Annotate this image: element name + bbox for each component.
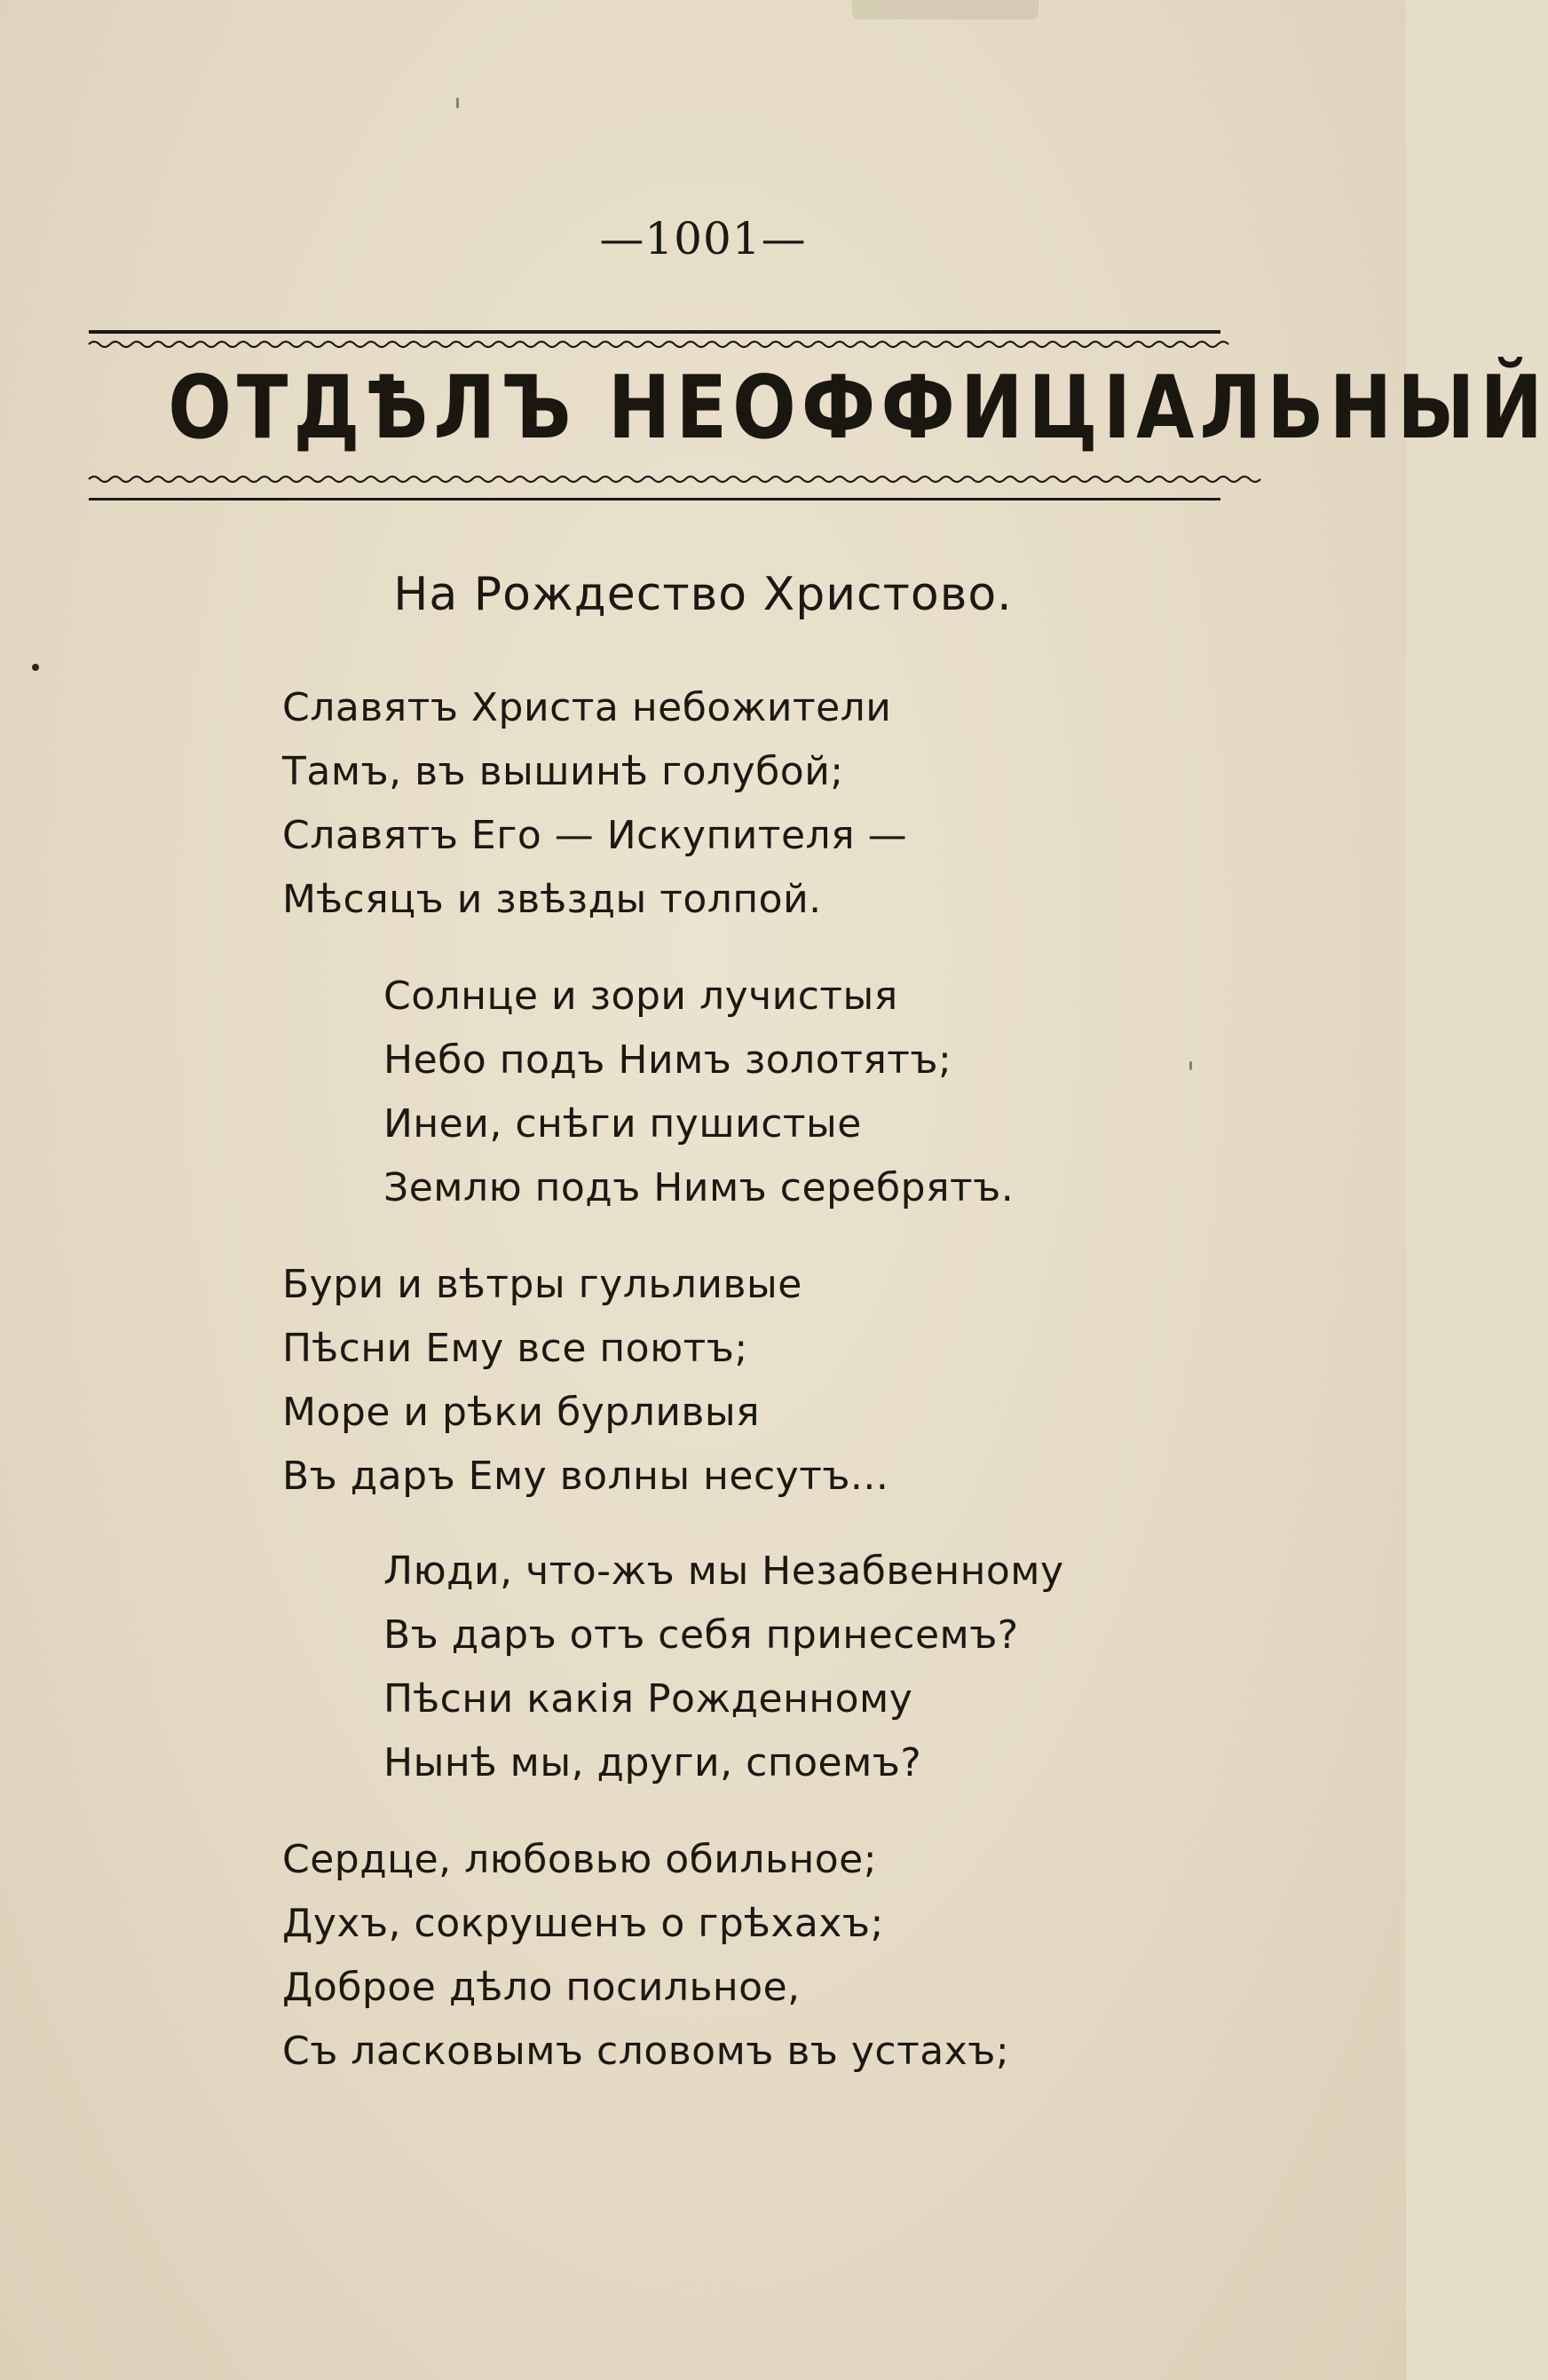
poem-stanza-2 <box>383 965 1014 1220</box>
poem-line: Солнце и зори лучистыя <box>383 973 898 1019</box>
poem-line: Славятъ Христа небожители <box>282 685 892 730</box>
paper-speck <box>32 664 39 671</box>
section-heading: ОТДѢЛЪ НЕОФФИЦІАЛЬНЫЙ <box>168 358 1548 459</box>
poem-line: Бури и вѣтры гульливые <box>282 1262 802 1307</box>
page-edge-tab <box>852 0 1039 20</box>
poem-line: Славятъ Его — Искупителя — <box>282 813 908 858</box>
paper-speck <box>1189 1061 1192 1070</box>
poem-stanza-1 <box>282 676 907 932</box>
header-rule-bottom <box>89 498 1220 500</box>
header-wavy-rule-bottom <box>89 474 1220 485</box>
header-rule-top <box>89 330 1220 334</box>
poem-line: Мѣсяцъ и звѣзды толпой. <box>282 877 822 922</box>
poem-line: Въ даръ отъ себя принесемъ? <box>383 1612 1019 1658</box>
poem-line: Въ даръ Ему волны несутъ... <box>282 1454 889 1499</box>
paper-speck <box>456 98 459 108</box>
poem-line: Доброе дѣло посильное, <box>282 1965 801 2010</box>
poem-line: Съ ласковымъ словомъ въ устахъ; <box>282 2029 1010 2074</box>
poem-line: Землю подъ Нимъ серебрятъ. <box>383 1165 1015 1210</box>
poem-line: Пѣсни какія Рожденному <box>383 1676 913 1722</box>
poem-stanza-4 <box>383 1540 1064 1795</box>
poem-line: Тамъ, въ вышинѣ голубой; <box>282 749 844 794</box>
page-number: —1001— <box>599 213 807 264</box>
poem-stanza-5 <box>282 1828 1009 2084</box>
poem-line: Сердце, любовью обильное; <box>282 1837 878 1882</box>
header-wavy-rule-top <box>89 339 1220 350</box>
poem-line: Пѣсни Ему все поютъ; <box>282 1326 748 1371</box>
poem-stanza-3 <box>282 1253 889 1509</box>
poem-line: Люди, что-жъ мы Незабвенному <box>383 1549 1064 1594</box>
poem-title: На Рождество Христово. <box>393 568 1013 621</box>
poem-line: Небо подъ Нимъ золотятъ; <box>383 1037 952 1083</box>
poem-line: Море и рѣки бурливыя <box>282 1390 761 1435</box>
poem-line: Нынѣ мы, други, споемъ? <box>383 1740 922 1785</box>
poem-line: Инеи, снѣги пушистые <box>383 1101 862 1147</box>
poem-line: Духъ, сокрушенъ о грѣхахъ; <box>282 1901 884 1946</box>
